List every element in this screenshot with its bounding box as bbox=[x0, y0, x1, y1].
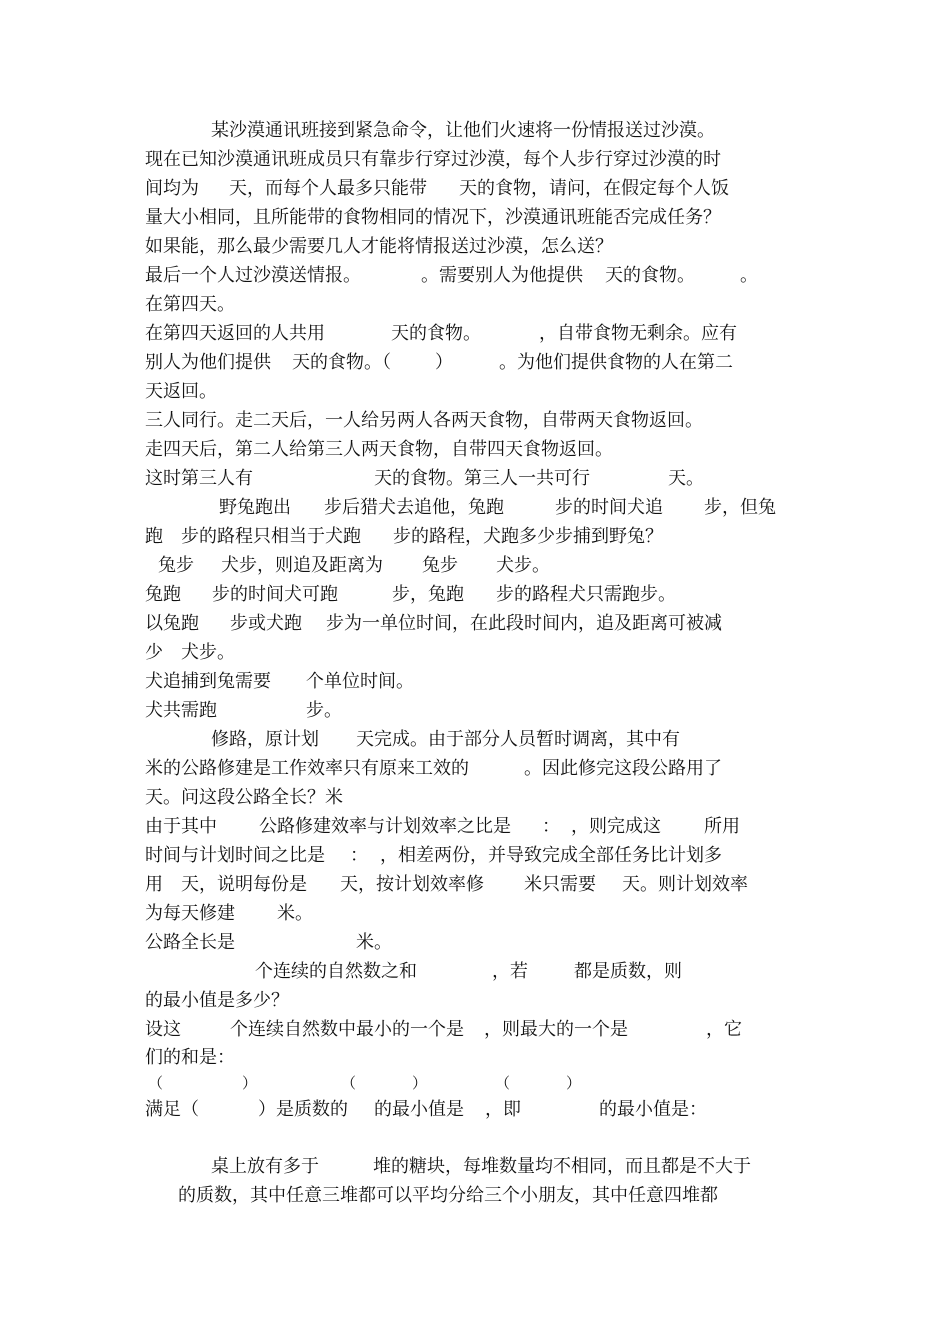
text-segment: 天的食物，请问，在假定每个人饭 bbox=[459, 178, 729, 199]
text-segment: 兔跑 bbox=[145, 584, 181, 605]
text-segment: ，即 bbox=[485, 1099, 521, 1120]
text-segment: 个连续的自然数之和 bbox=[255, 961, 417, 982]
text-segment: ） bbox=[412, 1074, 428, 1092]
text-line bbox=[0, 493, 950, 523]
text-line bbox=[0, 957, 950, 987]
text-line bbox=[0, 319, 950, 349]
text-line bbox=[0, 377, 950, 407]
text-line bbox=[0, 435, 950, 465]
text-segment: 个连续自然数中最小的一个是 bbox=[230, 1019, 464, 1040]
text-line bbox=[0, 841, 950, 871]
text-segment: 兔步 bbox=[158, 555, 194, 576]
text-segment: ）是质数的 bbox=[258, 1099, 348, 1120]
text-segment: （ bbox=[495, 1074, 511, 1092]
text-segment: 所用 bbox=[704, 816, 740, 837]
text-segment: ，则最大的一个是 bbox=[484, 1019, 628, 1040]
text-segment: 天的食物。第三人一共可行 bbox=[374, 468, 590, 489]
text-line bbox=[0, 1015, 950, 1045]
text-line bbox=[0, 290, 950, 320]
text-segment: 桌上放有多于 bbox=[211, 1156, 319, 1177]
text-segment: 天的食物。 bbox=[605, 265, 695, 286]
text-segment: 用 bbox=[145, 874, 163, 895]
text-segment: 时间与计划时间之比是 bbox=[145, 845, 325, 866]
text-segment: 步的时间犬可跑 bbox=[212, 584, 338, 605]
text-segment: 个单位时间。 bbox=[306, 671, 414, 692]
text-line bbox=[0, 522, 950, 552]
text-segment: ） bbox=[566, 1074, 582, 1092]
text-line bbox=[0, 638, 950, 668]
text-line bbox=[0, 174, 950, 204]
text-line bbox=[0, 1095, 950, 1125]
text-segment: 天，而每个人最多只能带 bbox=[229, 178, 427, 199]
text-segment: 们的和是： bbox=[145, 1047, 235, 1068]
text-segment: 这时第三人有 bbox=[145, 468, 253, 489]
text-line bbox=[0, 667, 950, 697]
text-segment: 犬步，则追及距离为 bbox=[221, 555, 383, 576]
text-segment: 野兔跑出 bbox=[219, 497, 291, 518]
text-segment: 步或犬跑 bbox=[230, 613, 302, 634]
text-segment: 最后一个人过沙漠送情报。 bbox=[145, 265, 361, 286]
text-segment: 步，兔跑 bbox=[392, 584, 464, 605]
text-line bbox=[0, 899, 950, 929]
text-segment: 米。 bbox=[277, 903, 313, 924]
text-segment: ） bbox=[242, 1074, 258, 1092]
text-line bbox=[0, 725, 950, 755]
text-line bbox=[0, 551, 950, 581]
text-segment: 犬步。 bbox=[496, 555, 550, 576]
text-segment: ，相差两份，并导致完成全部任务比计划多 bbox=[380, 845, 722, 866]
text-line bbox=[0, 406, 950, 436]
text-segment: ，则完成这 bbox=[571, 816, 661, 837]
text-segment: 步的路程犬只需跑 bbox=[496, 584, 640, 605]
text-segment: 步。 bbox=[640, 584, 676, 605]
text-line bbox=[0, 1152, 950, 1182]
text-segment: 间均为 bbox=[145, 178, 199, 199]
text-segment: 步。 bbox=[306, 700, 342, 721]
text-segment: 在第四天。 bbox=[145, 294, 235, 315]
text-segment: 犬追捕到兔需要 bbox=[145, 671, 271, 692]
text-segment: 走四天后，第二人给第三人两天食物，自带四天食物返回。 bbox=[145, 439, 613, 460]
text-segment: 步，但兔 bbox=[704, 497, 776, 518]
text-segment: ，自带食物无剩余。应有 bbox=[539, 323, 737, 344]
text-segment: 。 bbox=[740, 265, 758, 286]
text-segment: 公路全长是 bbox=[145, 932, 235, 953]
text-line bbox=[0, 145, 950, 175]
text-segment: 天。则计划效率 bbox=[622, 874, 748, 895]
text-segment: 。为他们提供食物的人在第二 bbox=[499, 352, 733, 373]
text-segment: 堆的糖块，每堆数量均不相同，而且都是不大于 bbox=[373, 1156, 751, 1177]
text-line bbox=[0, 609, 950, 639]
text-segment: 步的时间犬追 bbox=[555, 497, 663, 518]
text-line bbox=[0, 261, 950, 291]
text-line bbox=[0, 754, 950, 784]
text-segment: （ bbox=[341, 1074, 357, 1092]
text-segment: 天，按计划效率修 bbox=[340, 874, 484, 895]
text-line bbox=[0, 1068, 950, 1098]
text-segment: 步后猎犬去追他，兔跑 bbox=[324, 497, 504, 518]
text-segment: 跑 bbox=[145, 526, 163, 547]
text-segment: 兔步 bbox=[422, 555, 458, 576]
text-segment: 现在已知沙漠通讯班成员只有靠步行穿过沙漠，每个人步行穿过沙漠的时 bbox=[145, 149, 721, 170]
text-segment: 步的路程，犬跑多少步捕到野兔？ bbox=[393, 526, 663, 547]
text-line bbox=[0, 203, 950, 233]
text-line bbox=[0, 870, 950, 900]
text-segment: 公路修建效率与计划效率之比是 bbox=[259, 816, 511, 837]
text-segment: （ bbox=[148, 1074, 164, 1092]
text-segment: 犬步。 bbox=[181, 642, 235, 663]
text-segment: 步的路程只相当于犬跑 bbox=[181, 526, 361, 547]
text-segment: 。需要别人为他提供 bbox=[421, 265, 583, 286]
text-line bbox=[0, 986, 950, 1016]
text-segment: 设这 bbox=[145, 1019, 181, 1040]
text-segment: ： bbox=[542, 816, 560, 837]
text-segment: 天完成。由于部分人员暂时调离，其中有 bbox=[356, 729, 680, 750]
text-line bbox=[0, 783, 950, 813]
text-segment: 为每天修建 bbox=[145, 903, 235, 924]
text-segment: ） bbox=[435, 352, 453, 373]
text-segment: 别人为他们提供 bbox=[145, 352, 271, 373]
text-segment: ，它 bbox=[706, 1019, 742, 1040]
text-line bbox=[0, 1181, 950, 1211]
text-segment: 的最小值是多少？ bbox=[145, 990, 289, 1011]
text-segment: 的质数，其中任意三堆都可以平均分给三个小朋友，其中任意四堆都 bbox=[178, 1185, 718, 1206]
text-line bbox=[0, 928, 950, 958]
text-line bbox=[0, 812, 950, 842]
text-segment: 米的公路修建是工作效率只有原来工效的 bbox=[145, 758, 469, 779]
text-segment: ： bbox=[350, 845, 368, 866]
text-segment: 修路，原计划 bbox=[211, 729, 319, 750]
text-segment: 米。 bbox=[356, 932, 392, 953]
text-segment: 天的食物。（ bbox=[292, 352, 391, 373]
text-segment: 的最小值是： bbox=[599, 1099, 707, 1120]
text-segment: 天返回。 bbox=[145, 381, 217, 402]
text-line bbox=[0, 580, 950, 610]
text-segment: 以兔跑 bbox=[145, 613, 199, 634]
text-segment: 由于其中 bbox=[145, 816, 217, 837]
text-segment: 如果能，那么最少需要几人才能将情报送过沙漠，怎么送？ bbox=[145, 236, 613, 257]
text-line bbox=[0, 464, 950, 494]
text-segment: 某沙漠通讯班接到紧急命令，让他们火速将一份情报送过沙漠。 bbox=[211, 120, 715, 141]
text-segment: 米只需要 bbox=[524, 874, 596, 895]
text-segment: 量大小相同，且所能带的食物相同的情况下，沙漠通讯班能否完成任务？ bbox=[145, 207, 721, 228]
text-segment: 都是质数，则 bbox=[574, 961, 682, 982]
text-segment: 少 bbox=[145, 642, 163, 663]
text-segment: 天。问这段公路全长？米 bbox=[145, 787, 343, 808]
text-line bbox=[0, 348, 950, 378]
text-segment: 。因此修完这段公路用了 bbox=[524, 758, 722, 779]
text-segment: 在第四天返回的人共用 bbox=[145, 323, 325, 344]
text-segment: 天的食物。 bbox=[391, 323, 481, 344]
text-line bbox=[0, 116, 950, 146]
text-line bbox=[0, 696, 950, 726]
text-segment: ，若 bbox=[492, 961, 528, 982]
text-line bbox=[0, 232, 950, 262]
text-segment: 三人同行。走二天后，一人给另两人各两天食物，自带两天食物返回。 bbox=[145, 410, 703, 431]
text-segment: 步为一单位时间，在此段时间内，追及距离可被减 bbox=[326, 613, 722, 634]
text-segment: 犬共需跑 bbox=[145, 700, 217, 721]
text-segment: 的最小值是 bbox=[374, 1099, 464, 1120]
text-segment: 天。 bbox=[668, 468, 704, 489]
text-segment: 满足（ bbox=[145, 1099, 199, 1120]
text-segment: 天，说明每份是 bbox=[181, 874, 307, 895]
